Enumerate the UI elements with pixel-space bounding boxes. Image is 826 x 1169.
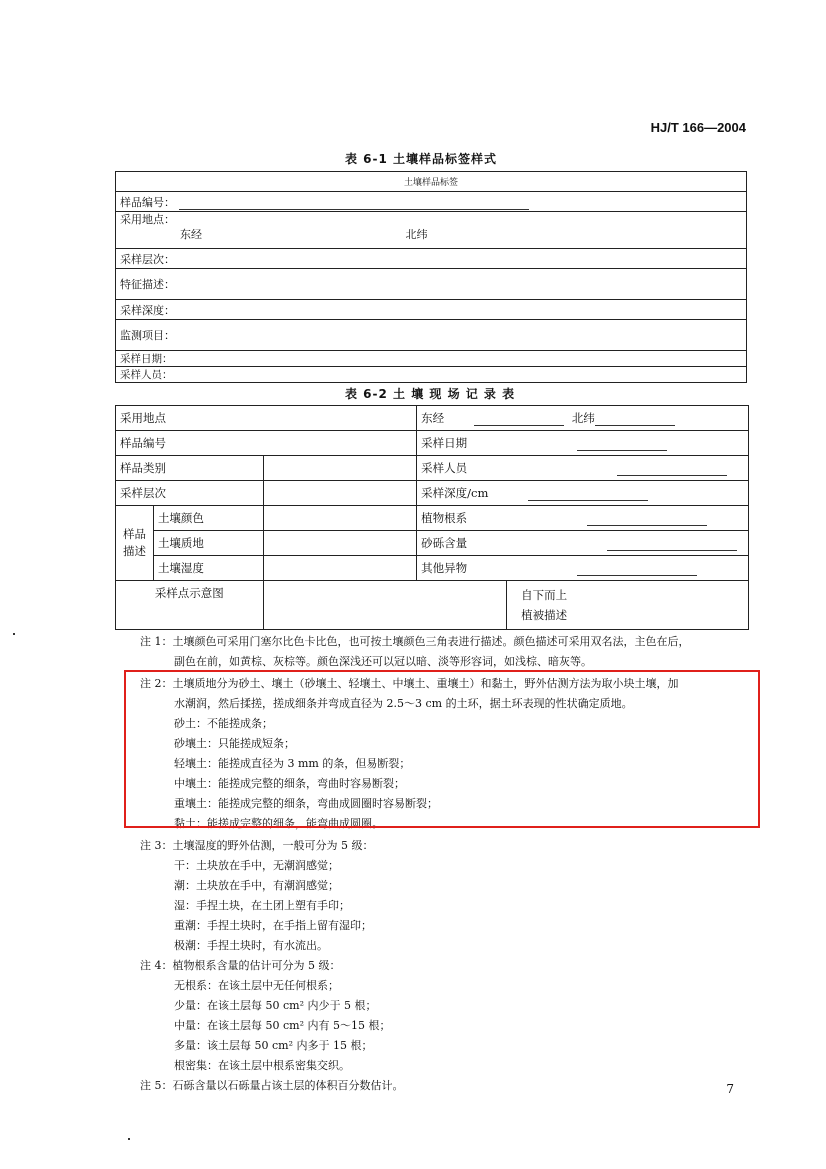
note4-many: 多量：该土层每 50 cm² 内多于 15 根； (174, 1039, 373, 1052)
note2-sandy-loam: 砂壤土：只能搓成短条； (174, 737, 295, 750)
highlight-box (124, 670, 760, 828)
cell-color-value (263, 506, 417, 531)
label-person: 采样人员： (116, 367, 747, 383)
note2-clay: 黏土：能搓成完整的细条，能弯曲成圆圈。 (174, 817, 383, 830)
cell-moisture: 土壤湿度 (153, 556, 263, 581)
note2-line2: 水潮润，然后揉搓，搓成细条并弯成直径为 2.5～3 cm 的土环，据土环表现的性状确定质地。 (174, 697, 633, 710)
note3-extreme: 极潮：手捏土块时，有水流出。 (174, 939, 328, 952)
cell-site: 采用地点 (116, 406, 417, 431)
note3-line1: 注 3：土壤湿度的野外估测，一般可分为 5 级： (140, 839, 374, 852)
note4-line1: 注 4：植物根系含量的估计可分为 5 级： (140, 959, 341, 972)
cell-gravel: 砂砾含量 (417, 531, 749, 556)
scan-mark (13, 633, 15, 635)
cell-texture-value (263, 531, 417, 556)
note4-few: 少量：在该土层每 50 cm² 内少于 5 根； (174, 999, 377, 1012)
cell-sketch-area (263, 581, 506, 630)
cell-vegetation: 自下而上 植被描述 (507, 581, 749, 630)
label-depth: 采样深度： (116, 300, 747, 320)
cell-texture: 土壤质地 (153, 531, 263, 556)
note4-medium: 中量：在该土层每 50 cm² 内有 5～15 根； (174, 1019, 391, 1032)
note2-light-loam: 轻壤土：能搓成直径为 3 mm 的条，但易断裂； (174, 757, 411, 770)
cell-layer-value (263, 481, 417, 506)
cell-roots: 植物根系 (417, 506, 749, 531)
note3-wet: 湿：手捏土块，在土团上塑有手印； (174, 899, 350, 912)
table1-caption: 表 6-1 土壤样品标签样式 (345, 152, 498, 166)
cell-sample-no: 样品编号 (116, 431, 417, 456)
cell-color: 土壤颜色 (153, 506, 263, 531)
sample-label-table (115, 171, 747, 383)
cell-coords: 东经 北纬 (417, 406, 749, 431)
note3-very-moist: 重潮：手捏土块时，在手指上留有湿印； (174, 919, 372, 932)
label-item: 监测项目： (116, 320, 747, 351)
cell-layer: 采样层次 (116, 481, 264, 506)
cell-date: 采样日期 (417, 431, 749, 456)
note5: 注 5：石砾含量以石砾量占该土层的体积百分数估计。 (140, 1079, 404, 1092)
field-record-table (115, 405, 749, 630)
note4-dense: 根密集：在该土层中根系密集交织。 (174, 1059, 350, 1072)
note3-dry: 干：土块放在手中，无潮润感觉； (174, 859, 339, 872)
note2-line1: 注 2：土壤质地分为砂土、壤土（砂壤土、轻壤土、中壤土、重壤土）和黏土，野外估测方法为取小块土壤，加 (140, 677, 679, 690)
cell-moisture-value (263, 556, 417, 581)
label-feature: 特征描述： (116, 269, 747, 300)
standard-number: HJ/T 166—2004 (650, 120, 746, 135)
cell-category-value (263, 456, 417, 481)
note3-moist: 潮：土块放在手中，有潮润感觉； (174, 879, 339, 892)
note1-line2: 副色在前，如黄棕、灰棕等。颜色深浅还可以冠以暗、淡等形容词，如浅棕、暗灰等。 (174, 655, 592, 668)
cell-category: 样品类别 (116, 456, 264, 481)
page-number: 7 (726, 1082, 734, 1096)
cell-person: 采样人员 (417, 456, 749, 481)
note4-none: 无根系：在该土层中无任何根系； (174, 979, 339, 992)
label-date: 采样日期： (116, 351, 747, 367)
note2-medium-loam: 中壤土：能搓成完整的细条，弯曲时容易断裂； (174, 777, 405, 790)
cell-depth: 采样深度/cm (417, 481, 749, 506)
label-layer: 采样层次： (116, 249, 747, 269)
table2-caption: 表 6-2 土 壤 现 场 记 录 表 (345, 387, 516, 401)
cell-other: 其他异物 (417, 556, 749, 581)
label-site: 采用地点： 东经 北纬 (116, 212, 747, 249)
label-sample-no: 样品编号： (116, 192, 747, 212)
note2-sand: 砂土：不能搓成条； (174, 717, 273, 730)
label-title: 土壤样品标签 (116, 172, 747, 192)
cell-sketch: 采样点示意图 (116, 581, 264, 630)
note1-line1: 注 1：土壤颜色可采用门塞尔比色卡比色，也可按土壤颜色三角表进行描述。颜色描述可采用双名法，主色在后， (140, 635, 690, 648)
cell-desc: 样品 描述 (116, 506, 154, 581)
note2-heavy-loam: 重壤土：能搓成完整的细条，弯曲成圆圈时容易断裂； (174, 797, 438, 810)
scan-mark (128, 1138, 130, 1140)
